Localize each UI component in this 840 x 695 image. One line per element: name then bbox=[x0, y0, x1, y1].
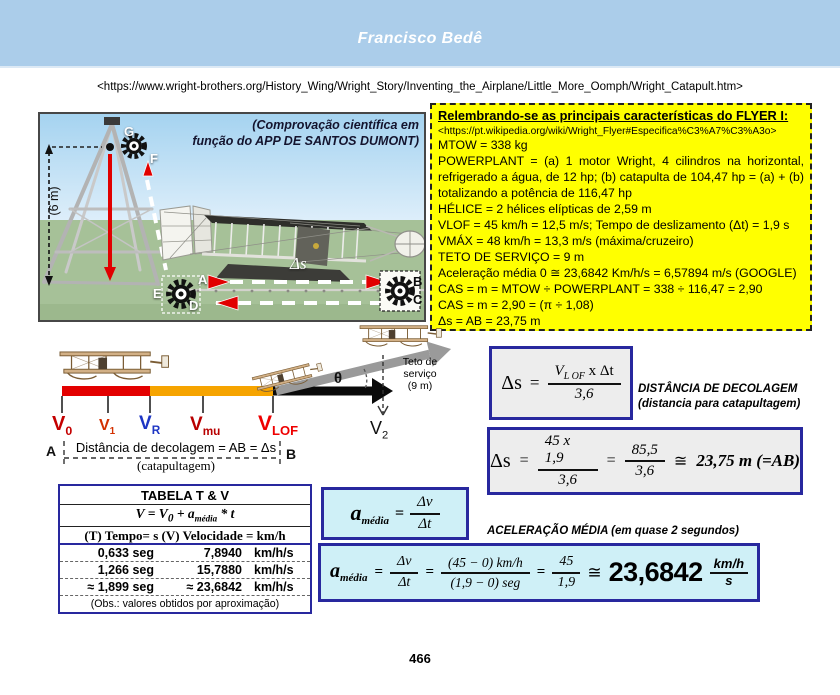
tower-height-label: (6 m) bbox=[47, 186, 61, 216]
accel-side-label: ACELERAÇÃO MÉDIA (em quase 2 segundos) bbox=[487, 525, 739, 537]
vlof-label: $V_{LOF}$ bbox=[258, 412, 299, 439]
point-label-g: G bbox=[124, 124, 135, 139]
header-band bbox=[0, 0, 840, 68]
bar-segment-red bbox=[62, 386, 150, 396]
accel-result-unit: km/h s bbox=[710, 557, 748, 589]
spec-line: CAS = m = MTOW ÷ POWERPLANT = 338 ÷ 116,47 = 2,90 bbox=[438, 281, 763, 296]
point-label-a: A bbox=[198, 272, 208, 287]
takeoff-distance-text: Distância de decolagem = AB = Δs bbox=[75, 440, 277, 455]
table-note: (Obs.: valores obtidos por aproximação) bbox=[90, 598, 280, 610]
accel-calculation-box: $a_{média}$ = $\frac{\Delta v}{\Delta t}$ = $\frac{(45 - 0) km/h}{\text{(1,9 − 0) seg}}$ = $\frac{45}{1,9}$ ≅ 23,6842 km/h s bbox=[318, 543, 760, 602]
pulley-point bbox=[106, 143, 114, 151]
ds-lhs: Δs bbox=[501, 371, 522, 394]
v2-label: $V_2$ bbox=[370, 418, 389, 442]
table-row: 1,266 seg 15,7880 km/h/s bbox=[60, 562, 310, 579]
specs-url-link[interactable]: <https://pt.wikipedia.org/wiki/Wright_Flyer#Especifica%C3%A7%C3%A3o> bbox=[438, 125, 777, 137]
author-title: Francisco Bedê bbox=[357, 30, 483, 47]
service-ceiling-label: Teto de serviço (9 m) bbox=[402, 356, 438, 393]
point-a-label: A bbox=[46, 443, 57, 459]
point-label-f: F bbox=[150, 151, 158, 166]
tv-table-formula: $V = V_0 + a_{média} * t$ bbox=[60, 505, 310, 527]
source-url-link[interactable]: <https://www.wright-brothers.org/History_Wing/Wright_Story/Inventing_the_Airplane/Little_More_Oomph/Wright_Catapult.htm> bbox=[97, 81, 743, 93]
table-row: 0,633 seg 7,8940 km/h/s bbox=[60, 545, 310, 562]
point-label-e: E bbox=[153, 286, 162, 301]
flyer-specs-box bbox=[430, 103, 812, 331]
spec-line: POWERPLANT = (a) 1 motor Wright, 4 cilindros na horizontal, refrigerado a água, de 12 hp; (b) catapulta de 104,47 hp = (a) + (b) totalizando a potência de 116,47 hp bbox=[438, 153, 804, 200]
point-label-c: C bbox=[413, 292, 423, 307]
accel-result: 23,6842 bbox=[608, 557, 703, 587]
point-b-label: B bbox=[286, 446, 297, 462]
vr-label: $V_R$ bbox=[139, 413, 161, 437]
catapult-note: (catapultagem) bbox=[137, 458, 215, 473]
ds-formula-box: Δs = $\frac{V_{L OF} x \Delta t}{3,6}$ bbox=[489, 346, 633, 420]
spec-line: VMÁX = 48 km/h = 13,3 m/s (máxima/cruzeiro) bbox=[438, 233, 694, 248]
tv-table-body bbox=[58, 543, 312, 614]
tv-table-header bbox=[58, 484, 312, 548]
delta-s-label: Δs bbox=[290, 254, 307, 273]
accel-lhs: $a_{média}$ bbox=[350, 499, 389, 528]
figure-caption: (Comprovação científica em função do APP DE SANTOS DUMONT) bbox=[192, 118, 419, 148]
ds-result: 23,75 m (=AB) bbox=[696, 451, 800, 470]
spec-line: Δs = AB = 23,75 m bbox=[438, 313, 541, 328]
catapult-figure bbox=[38, 112, 426, 322]
point-label-b: B bbox=[413, 274, 423, 289]
v1-label: $V_1$ bbox=[99, 417, 116, 438]
spec-line: HÉLICE = 2 hélices elípticas de 2,59 m bbox=[438, 201, 652, 216]
spec-line: TETO DE SERVIÇO = 9 m bbox=[438, 249, 585, 264]
tv-table-title: TABELA T & V bbox=[60, 486, 310, 505]
page-number: 466 bbox=[409, 651, 431, 666]
biplane-icon-ground bbox=[60, 352, 168, 379]
spec-line: MTOW = 338 kg bbox=[438, 137, 528, 152]
accel-formula-box: $a_{média}$ = $\frac{\Delta v}{\Delta t}$ bbox=[321, 487, 469, 540]
specs-title: Relembrando-se as principais características do FLYER I: bbox=[438, 108, 789, 123]
ds-numerator: $V_{L OF}$ x Δt bbox=[548, 363, 621, 386]
takeoff-velocity-diagram bbox=[30, 325, 490, 485]
spec-line: VLOF = 45 km/h = 12,5 m/s; Tempo de deslizamento (Δt) = 1,9 s bbox=[438, 217, 790, 232]
vmu-label: $V_{mu}$ bbox=[190, 414, 221, 438]
speed-ticks bbox=[62, 396, 273, 413]
theta-label: θ bbox=[334, 370, 343, 387]
bar-segment-orange bbox=[150, 386, 273, 396]
tv-table-units: (T) Tempo= s (V) Velocidade = km/h bbox=[84, 527, 286, 543]
ds-side-label: DISTÂNCIA DE DECOLAGEM (distancia para catapultagem) bbox=[638, 383, 801, 410]
v0-label: $V_0$ bbox=[52, 413, 73, 438]
spec-line: Aceleração média 0 ≅ 23,6842 Km/h/s = 6,57894 m/s (GOOGLE) bbox=[438, 265, 797, 280]
ds-calculation-box: Δs = $\frac{45 x 1,9}{3,6}$ = $\frac{85,5}{3,6}$ ≅ 23,75 m (=AB) bbox=[487, 427, 803, 495]
spec-line: CAS = m = 2,90 = (π ÷ 1,08) bbox=[438, 297, 594, 312]
point-label-d: D bbox=[189, 298, 199, 313]
ds-denominator: 3,6 bbox=[574, 386, 594, 403]
table-row: ≈ 1,899 seg ≈ 23,6842 km/h/s bbox=[60, 579, 310, 596]
